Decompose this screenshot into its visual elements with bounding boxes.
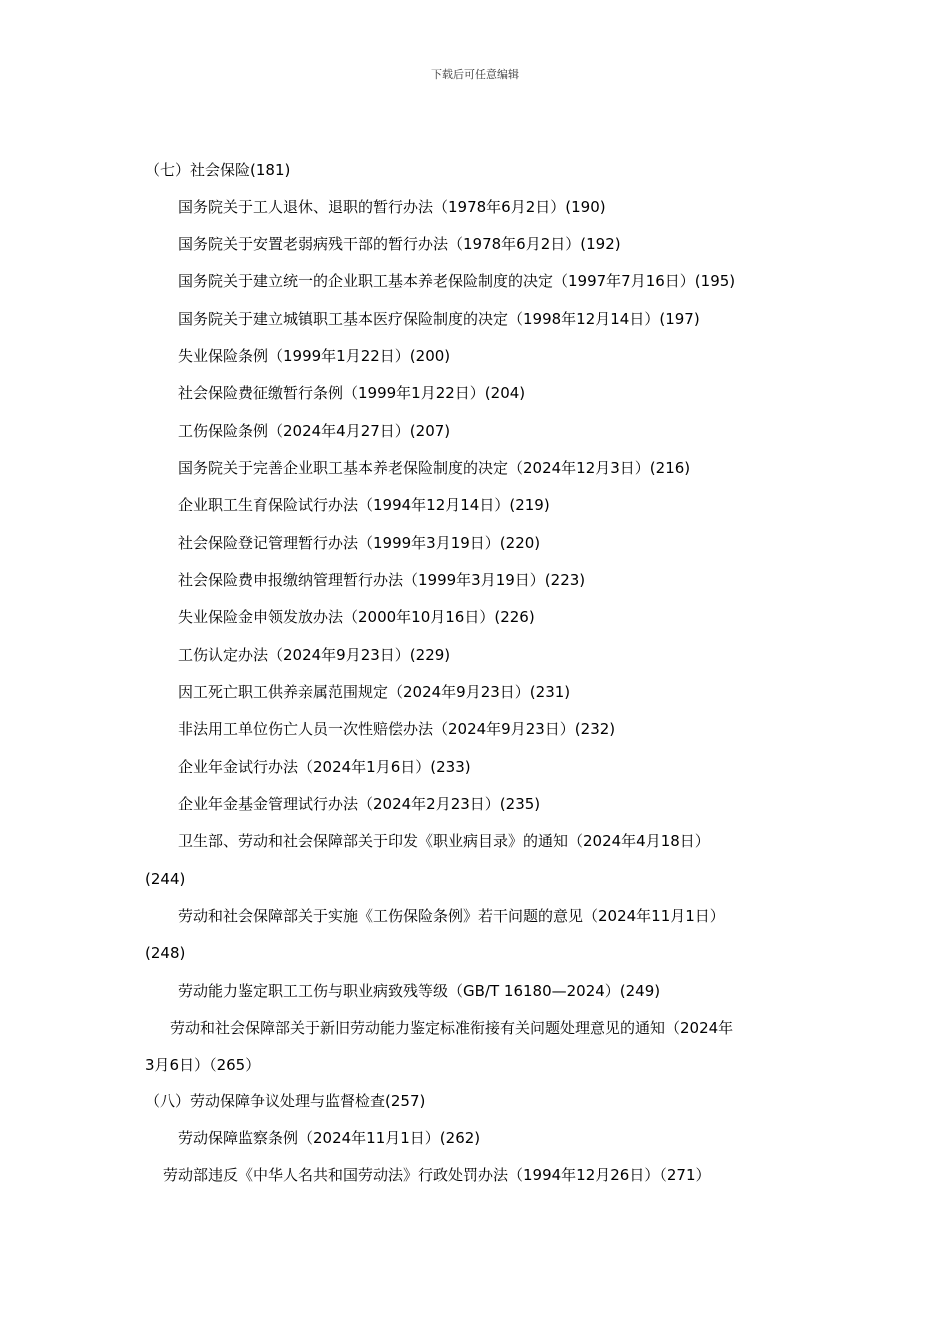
toc-entry: 企业年金基金管理试行办法（2024年2月23日）(235) bbox=[178, 795, 541, 813]
toc-entry: 企业年金试行办法（2024年1月6日）(233) bbox=[178, 758, 471, 776]
section-heading-social-insurance: （七）社会保险(181) bbox=[145, 161, 291, 179]
toc-entry-wrapped-line1: 劳动和社会保障部关于实施《工伤保险条例》若干问题的意见（2024年11月1日） bbox=[178, 907, 725, 925]
toc-entry: 劳动部违反《中华人名共和国劳动法》行政处罚办法（1994年12月26日）（271） bbox=[163, 1166, 711, 1184]
toc-entry: 因工死亡职工供养亲属范围规定（2024年9月23日）(231) bbox=[178, 683, 571, 701]
toc-entry-wrapped-line2: 3月6日）（265） bbox=[145, 1056, 261, 1074]
toc-entry: 国务院关于建立统一的企业职工基本养老保险制度的决定（1997年7月16日）(195) bbox=[178, 272, 736, 290]
toc-entry-wrapped-line2: (248) bbox=[145, 944, 186, 962]
page-header: 下载后可任意编辑 bbox=[431, 68, 519, 81]
toc-entry: 国务院关于工人退休、退职的暂行办法（1978年6月2日）(190) bbox=[178, 198, 606, 216]
toc-entry-wrapped-line2: (244) bbox=[145, 870, 186, 888]
toc-entry: 非法用工单位伤亡人员一次性赔偿办法（2024年9月23日）(232) bbox=[178, 720, 616, 738]
toc-entry: 劳动保障监察条例（2024年11月1日）(262) bbox=[178, 1129, 481, 1147]
toc-entry: 社会保险费申报缴纳管理暂行办法（1999年3月19日）(223) bbox=[178, 571, 586, 589]
toc-entry: 失业保险条例（1999年1月22日）(200) bbox=[178, 347, 451, 365]
toc-entry: 国务院关于建立城镇职工基本医疗保险制度的决定（1998年12月14日）(197) bbox=[178, 310, 700, 328]
toc-entry: 社会保险费征缴暂行条例（1999年1月22日）(204) bbox=[178, 384, 526, 402]
toc-entry: 企业职工生育保险试行办法（1994年12月14日）(219) bbox=[178, 496, 550, 514]
section-heading-dispute-supervision: （八）劳动保障争议处理与监督检查(257) bbox=[145, 1092, 426, 1110]
toc-entry: 国务院关于安置老弱病残干部的暂行办法（1978年6月2日）(192) bbox=[178, 235, 621, 253]
toc-entry: 劳动能力鉴定职工工伤与职业病致残等级（GB/T 16180—2024）(249) bbox=[178, 982, 661, 1000]
toc-entry: 国务院关于完善企业职工基本养老保险制度的决定（2024年12月3日）(216) bbox=[178, 459, 691, 477]
toc-entry: 社会保险登记管理暂行办法（1999年3月19日）(220) bbox=[178, 534, 541, 552]
toc-entry: 工伤认定办法（2024年9月23日）(229) bbox=[178, 646, 451, 664]
toc-entry: 失业保险金申领发放办法（2000年10月16日）(226) bbox=[178, 608, 535, 626]
toc-entry: 工伤保险条例（2024年4月27日）(207) bbox=[178, 422, 451, 440]
toc-entry-wrapped-line1: 劳动和社会保障部关于新旧劳动能力鉴定标准衔接有关问题处理意见的通知（2024年 bbox=[170, 1019, 734, 1037]
toc-entry-wrapped-line1: 卫生部、劳动和社会保障部关于印发《职业病目录》的通知（2024年4月18日） bbox=[178, 832, 710, 850]
